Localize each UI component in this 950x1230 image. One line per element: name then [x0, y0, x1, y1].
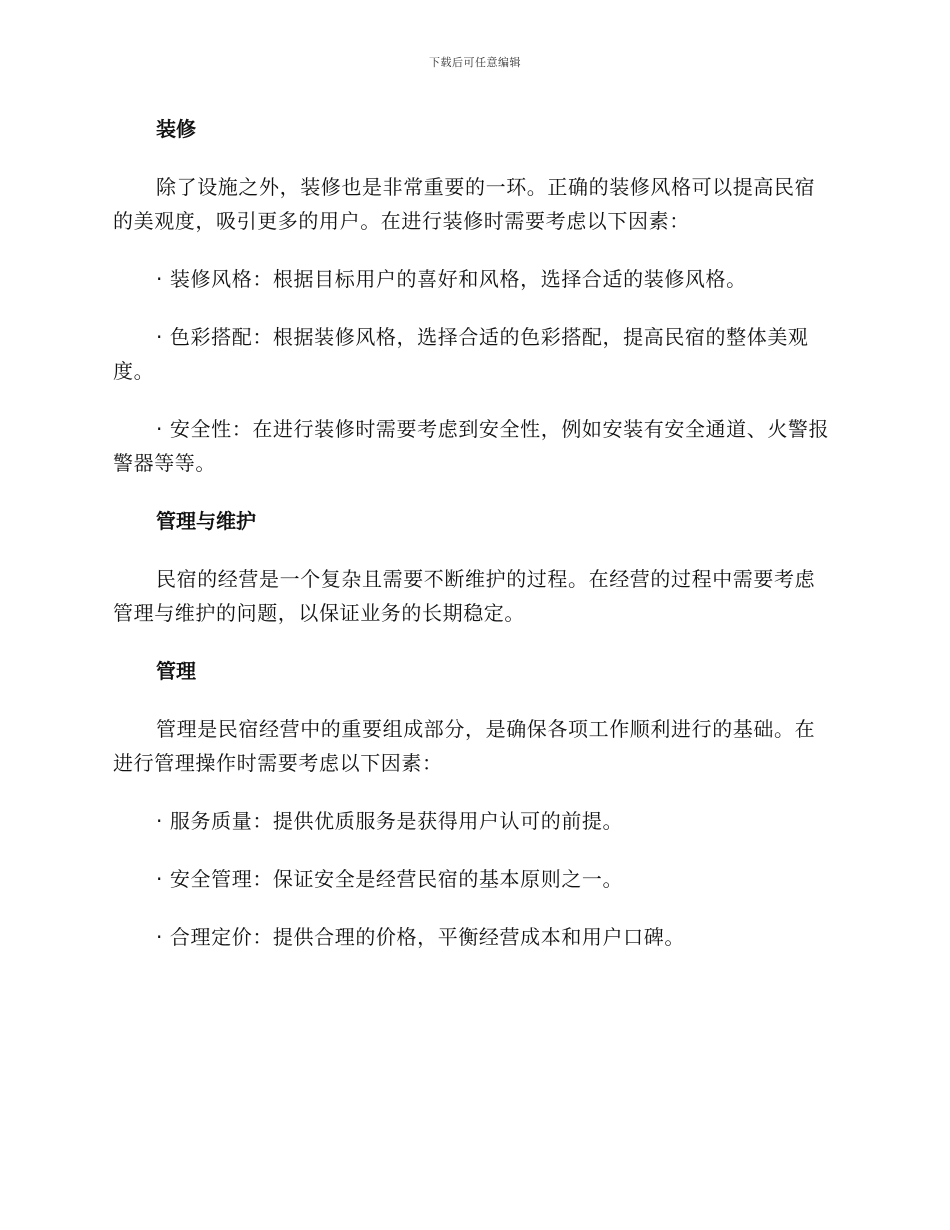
section-heading-decoration: 装修	[156, 117, 196, 141]
management-item-pricing: · 合理定价：提供合理的价格，平衡经营成本和用户口碑。	[156, 925, 685, 949]
section-heading-mgmt-maintenance: 管理与维护	[156, 509, 256, 533]
mgmt-maintenance-paragraph: 民宿的经营是一个复杂且需要不断维护的过程。在经营的过程中需要考虑管理与维护的问题，以保证业务的长期稳定。	[113, 567, 816, 625]
decoration-item-color: · 色彩搭配：根据装修风格，选择合适的色彩搭配，提高民宿的整体美观度。	[113, 325, 809, 383]
decoration-item-style: · 装修风格：根据目标用户的喜好和风格，选择合适的装修风格。	[156, 267, 747, 291]
decoration-intro-paragraph: 除了设施之外，装修也是非常重要的一环。正确的装修风格可以提高民宿的美观度，吸引更多的用户。在进行装修时需要考虑以下因素：	[113, 175, 816, 233]
decoration-item-safety: · 安全性：在进行装修时需要考虑到安全性，例如安装有安全通道、火警报警器等等。	[113, 417, 830, 475]
management-item-service: · 服务质量：提供优质服务是获得用户认可的前提。	[156, 809, 624, 833]
management-item-safety: · 安全管理：保证安全是经营民宿的基本原则之一。	[156, 867, 624, 891]
section-heading-management: 管理	[156, 659, 196, 683]
management-intro-paragraph: 管理是民宿经营中的重要组成部分，是确保各项工作顺利进行的基础。在进行管理操作时需要考虑以下因素：	[113, 717, 816, 775]
document-body	[113, 112, 833, 978]
header-note: 下载后可任意编辑	[429, 56, 521, 69]
